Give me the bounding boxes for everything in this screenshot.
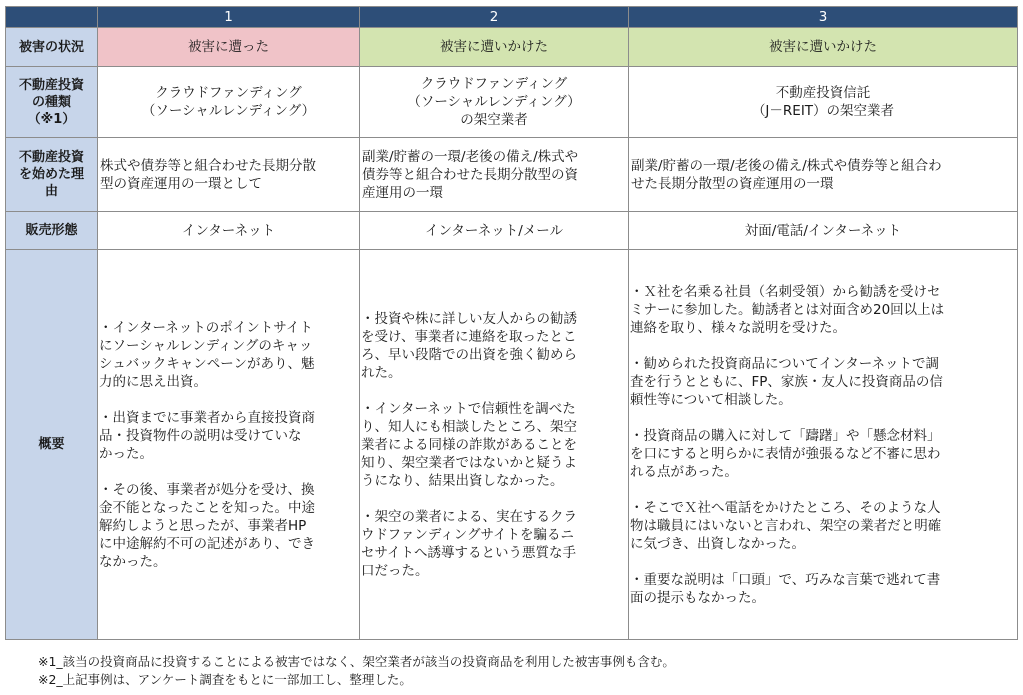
case-3-overview-item: ・そこでＸ社へ電話をかけたところ、そのような人 物は職員にはいないと言われ、架空の業者だと明確 に気づき、出資しなかった。 bbox=[630, 499, 942, 552]
column-header-1: 1 bbox=[98, 7, 360, 28]
case-1-overview-item: ・インターネットのポイントサイト にソーシャルレンディングのキャッ シュバックキャンペーンがあり、魅 力的に思え出資。 bbox=[99, 319, 315, 390]
case-1-overview-item: ・出資までに事業者から直接投資商 品・投資物件の説明は受けていな かった。 bbox=[99, 409, 315, 462]
case-1-status: 被害に遭った bbox=[98, 28, 360, 67]
status-row bbox=[6, 28, 1018, 67]
case-2-overview-item: ・架空の業者による、実在するクラ ウドファンディングサイトを騙るニ セサイトへ誘導するという悪質な手 口だった。 bbox=[361, 508, 577, 579]
case-3-reason: 副業/貯蓄の一環/老後の備え/株式や債券等と組合わ せた長期分散型の資産運用の一環 bbox=[629, 138, 1018, 212]
case-2-overview-item: ・インターネットで信頼性を調べた り、知人にも相談したところ、架空 業者による同様の詐欺があることを 知り、架空業者ではないかと疑うよ うになり、結果出資しなかった。 bbox=[361, 400, 577, 489]
row-label-overview: 概要 bbox=[6, 250, 98, 640]
case-3-overview-item: ・投資商品の購入に対して「躊躇」や「懸念材料」 を口にすると明らかに表情が強張るなど不審に思わ れる点があった。 bbox=[630, 427, 941, 480]
case-2-reason: 副業/貯蓄の一環/老後の備え/株式や 債券等と組合わせた長期分散型の資 産運用の一環 bbox=[360, 138, 629, 212]
column-header-2: 2 bbox=[360, 7, 629, 28]
case-table-wrapper bbox=[5, 6, 1018, 640]
case-3-status: 被害に遭いかけた bbox=[629, 28, 1018, 67]
case-3-sales: 対面/電話/インターネット bbox=[629, 212, 1018, 250]
case-3-type: 不動産投資信託 （J－REIT）の架空業者 bbox=[629, 67, 1018, 138]
case-1-sales: インターネット bbox=[98, 212, 360, 250]
case-2-overview bbox=[360, 250, 629, 640]
case-3-overview-item: ・重要な説明は「口頭」で、巧みな言葉で逃れて書 面の提示もなかった。 bbox=[630, 571, 941, 606]
reason-row bbox=[6, 138, 1018, 212]
row-label-sales: 販売形態 bbox=[6, 212, 98, 250]
overview-row bbox=[6, 250, 1018, 640]
case-1-overview bbox=[98, 250, 360, 640]
sales-row bbox=[6, 212, 1018, 250]
case-3-overview-item: ・Ｘ社を名乗る社員（名刺受領）から勧誘を受けセ ミナーに参加した。勧誘者とは対面含め20回以上は 連絡を取り、様々な説明を受けた。 bbox=[630, 283, 945, 336]
case-1-type: クラウドファンディング （ソーシャルレンディング） bbox=[98, 67, 360, 138]
case-2-overview-item: ・投資や株に詳しい友人からの勧誘 を受け、事業者に連絡を取ったとこ ろ、早い段階での出資を強く勧めら れた。 bbox=[361, 310, 577, 381]
footnote-2: ※2_上記事例は、アンケート調査をもとに一部加工し、整理した。 bbox=[38, 672, 412, 687]
case-3-overview-item: ・勧められた投資商品についてインターネットで調 査を行うとともに、FP、家族・友人に投資商品の信 頼性等について相談した。 bbox=[630, 355, 943, 408]
footnote-1: ※1_該当の投資商品に投資することによる被害ではなく、架空業者が該当の投資商品を利用した被害事例も含む。 bbox=[38, 654, 675, 669]
case-table bbox=[5, 6, 1018, 640]
case-1-overview-item: ・その後、事業者が処分を受け、換 金不能となったことを知った。中途 解約しようと思ったが、事業者HP に中途解約不可の記述があり、でき なかった。 bbox=[99, 481, 315, 570]
row-label-reason: 不動産投資 を始めた理 由 bbox=[6, 138, 98, 212]
case-3-overview bbox=[629, 250, 1018, 640]
type-row bbox=[6, 67, 1018, 138]
footnotes bbox=[38, 653, 675, 689]
row-label-status: 被害の状況 bbox=[6, 28, 98, 67]
row-label-type: 不動産投資 の種類 （※1） bbox=[6, 67, 98, 138]
case-2-sales: インターネット/メール bbox=[360, 212, 629, 250]
header-row bbox=[6, 7, 1018, 28]
column-header-3: 3 bbox=[629, 7, 1018, 28]
case-2-status: 被害に遭いかけた bbox=[360, 28, 629, 67]
case-2-type: クラウドファンディング （ソーシャルレンディング） の架空業者 bbox=[360, 67, 629, 138]
header-corner bbox=[6, 7, 98, 28]
case-1-reason: 株式や債券等と組合わせた長期分散 型の資産運用の一環として bbox=[98, 138, 360, 212]
